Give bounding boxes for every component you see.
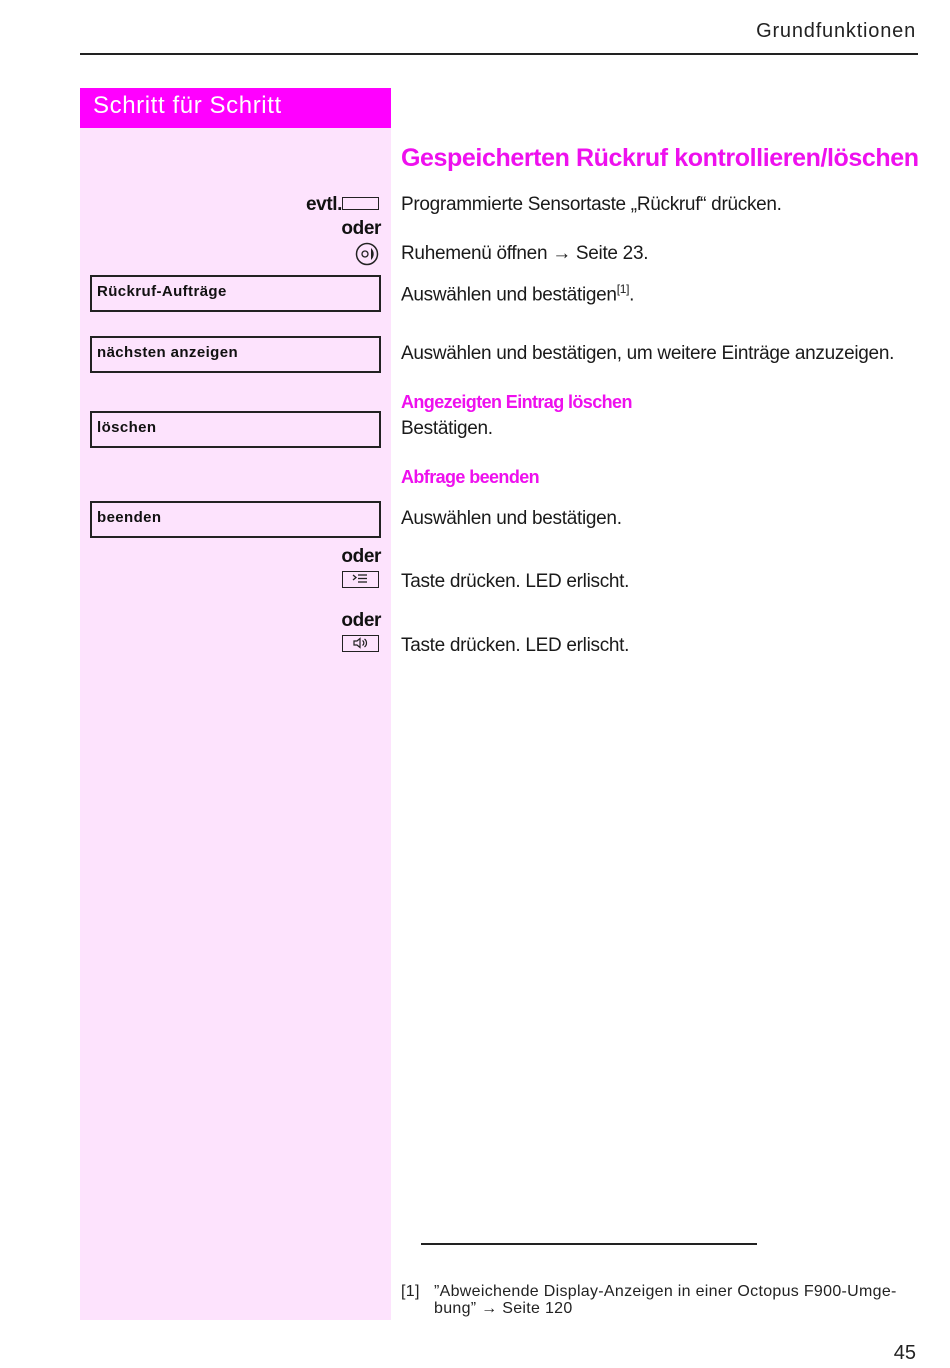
page-ref-link[interactable]: Seite 23. (575, 243, 649, 264)
arrow-icon: → (481, 1300, 498, 1317)
step-text-confirm: Bestätigen. (401, 418, 493, 439)
idle-menu-text: Ruhemenü öffnen (401, 243, 548, 264)
step-text-sensor: Programmierte Sensortaste „Rückruf“ drücken. (401, 194, 782, 215)
subheading-delete-entry: Angezeigten Eintrag löschen (401, 392, 632, 412)
step-by-step-sidebar (80, 88, 391, 1320)
display-item-label: nächsten anzeigen (97, 344, 239, 361)
oder-label: oder (341, 546, 381, 567)
evtl-label: evtl. (306, 194, 343, 215)
oder-label: oder (341, 610, 381, 631)
display-item-label: Rückruf-Aufträge (97, 283, 227, 300)
footnote-ref[interactable]: [1] (616, 282, 630, 296)
step-text-select-confirm (401, 282, 634, 306)
display-item-rueckruf-auftraege[interactable] (90, 275, 381, 312)
step-text-next-entries: Auswählen und bestätigen, um weitere Einträge anzuzeigen. (401, 343, 895, 364)
display-item-loeschen[interactable] (90, 411, 381, 448)
select-confirm-text: Auswählen und bestätigen (401, 284, 617, 306)
sensor-key-icon (342, 197, 379, 210)
speaker-key-icon (342, 635, 379, 652)
step-text-idle-menu (401, 243, 648, 265)
display-item-naechsten-anzeigen[interactable] (90, 336, 381, 373)
section-title: Gespeicherten Rückruf kontrollieren/löschen (401, 144, 919, 172)
page-number: 45 (893, 1342, 916, 1364)
arrow-icon: → (552, 243, 571, 264)
footnote-divider (421, 1243, 757, 1245)
footnote-line2 (434, 1300, 573, 1318)
display-item-beenden[interactable] (90, 501, 381, 538)
oder-label: oder (341, 218, 381, 239)
sidebar-title: Schritt für Schritt (93, 92, 282, 119)
subheading-end-query: Abfrage beenden (401, 467, 540, 487)
display-item-label: beenden (97, 509, 162, 526)
footnote-line1: ”Abweichende Display-Anzeigen in einer Octopus F900-Umge- (434, 1283, 897, 1300)
step-text-menu-key: Taste drücken. LED erlischt. (401, 571, 630, 592)
header-divider (80, 53, 918, 55)
menu-key-icon (342, 571, 379, 588)
navigator-key-icon (355, 242, 379, 266)
display-item-label: löschen (97, 419, 157, 436)
step-text-end: . (629, 284, 635, 306)
footnote-page-ref[interactable]: Seite 120 (502, 1300, 573, 1317)
step-text-select-confirm-end: Auswählen und bestätigen. (401, 508, 622, 529)
chapter-title: Grundfunktionen (756, 20, 916, 42)
footnote-text: bung” (434, 1300, 477, 1317)
step-text-speaker-key: Taste drücken. LED erlischt. (401, 635, 630, 656)
footnote-mark: [1] (401, 1283, 420, 1300)
